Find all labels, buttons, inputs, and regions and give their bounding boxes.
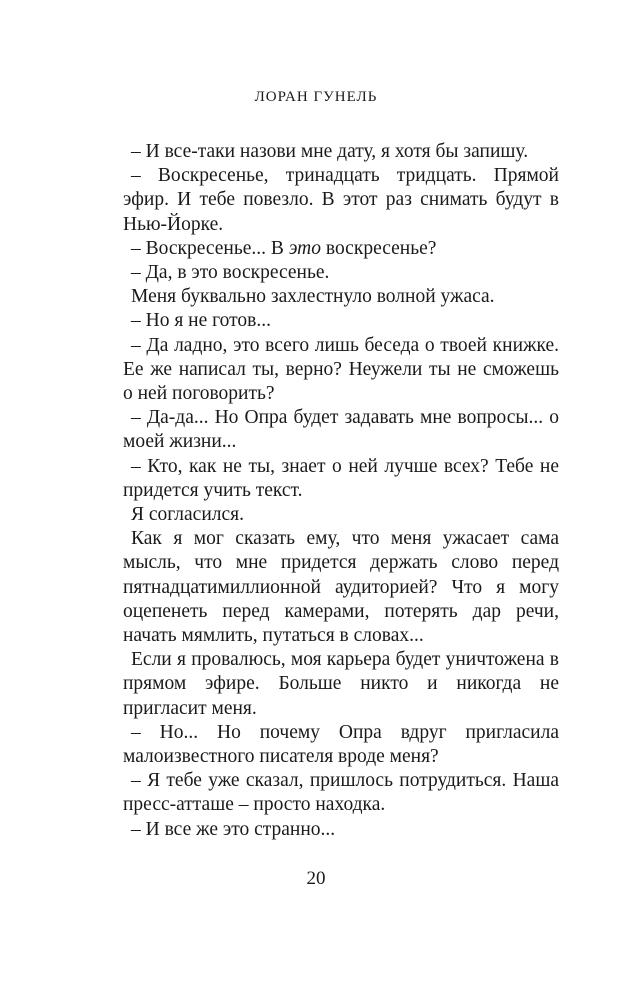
paragraph: – Воскресенье, тринадцать тридцать. Прямой эфир. И тебе повезло. В этот раз снимать будут в Нью-Йорке. [123, 165, 559, 235]
running-head: ЛОРАН ГУНЕЛЬ [254, 89, 378, 105]
paragraph: – Но... Но почему Опра вдруг пригласила малоизвестного писателя вроде меня? [123, 721, 559, 768]
paragraph: – Но я не готов... [131, 310, 271, 332]
emphasized-word: это [288, 237, 321, 259]
paragraph-text: воскресенье? [321, 237, 437, 259]
paragraph [123, 237, 559, 261]
paragraph: Если я провалюсь, моя карьера будет уничтожена в прямом эфире. Больше никто и никогда не пригласит меня. [123, 649, 559, 719]
paragraph: Я согласился. [131, 504, 245, 526]
paragraph: – Кто, как не ты, знает о ней лучше всех? Тебе не придется учить текст. [123, 455, 559, 501]
paragraph: Меня буквально захлестнуло волной ужаса. [131, 286, 495, 308]
paragraph: – И все-таки назови мне дату, я хотя бы запишу. [131, 141, 529, 162]
paragraph: – И все же это странно... [131, 818, 336, 840]
paragraph: – Да ладно, это всего лишь беседа о твоей книжке. Ее же написал ты, верно? Неужели ты не сможешь о ней поговорить? [123, 334, 559, 405]
paragraph: Как я мог сказать ему, что меня ужасает сама мысль, что мне придется держать слово перед пятнадцатимиллионной аудиторией? Что я могу оцепенеть перед камерами, потерять дар речи, начать мямлить, путаться в словах... [123, 528, 559, 647]
body-text [123, 140, 559, 842]
paragraph: – Да-да... Но Опра будет задавать мне вопросы... о моей жизни... [123, 407, 559, 453]
page-number: 20 [306, 868, 326, 889]
paragraph: – Да, в это воскресенье. [131, 262, 330, 284]
paragraph-text: – Воскресенье... В [131, 237, 289, 259]
paragraph: – Я тебе уже сказал, пришлось потрудиться. Наша пресс-атташе – просто находка. [123, 770, 559, 816]
